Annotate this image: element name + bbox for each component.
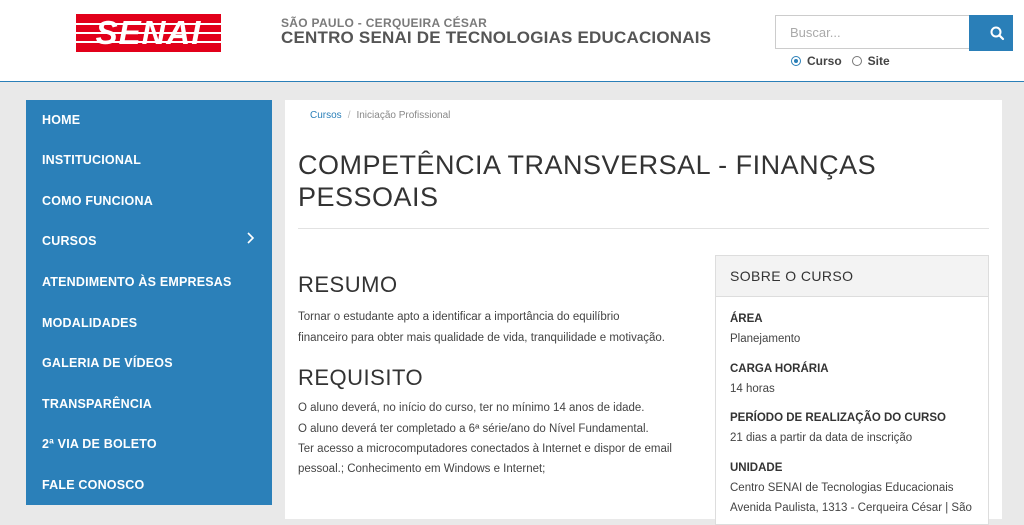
resumo-line: financeiro para obter mais qualidade de vida, tranquilidade e motivação. xyxy=(298,332,665,344)
requisito-line: pessoal.; Conhecimento em Windows e Internet; xyxy=(298,463,546,475)
scope-curso-label: Curso xyxy=(807,54,842,68)
scope-site-radio[interactable] xyxy=(852,56,862,66)
field-label-periodo: PERÍODO DE REALIZAÇÃO DO CURSO xyxy=(730,412,946,424)
field-label-unidade: UNIDADE xyxy=(730,462,783,474)
nav-item-atendimento-empresas[interactable]: ATENDIMENTO ÀS EMPRESAS xyxy=(42,275,232,289)
scope-curso-option[interactable] xyxy=(791,54,842,68)
page-title: COMPETÊNCIA TRANSVERSAL - FINANÇAS PESSOAIS xyxy=(298,150,877,212)
field-value-area: Planejamento xyxy=(730,333,801,345)
field-value-unidade: Centro SENAI de Tecnologias Educacionais xyxy=(730,482,954,494)
nav-item-galeria-videos[interactable]: GALERIA DE VÍDEOS xyxy=(42,356,173,370)
requisito-line: O aluno deverá ter completado a 6ª série/ano do Nível Fundamental. xyxy=(298,423,649,435)
nav-item-cursos[interactable]: CURSOS xyxy=(42,234,97,248)
field-label-carga-horaria: CARGA HORÁRIA xyxy=(730,363,829,375)
search-button[interactable] xyxy=(969,15,1013,51)
search-icon xyxy=(975,16,1019,52)
main-content xyxy=(285,100,1002,519)
resumo-line: Tornar o estudante apto a identificar a importância do equilíbrio xyxy=(298,311,620,323)
unit-title: CENTRO SENAI DE TECNOLOGIAS EDUCACIONAIS xyxy=(281,28,712,47)
nav-item-modalidades[interactable]: MODALIDADES xyxy=(42,316,138,330)
scope-curso-radio[interactable] xyxy=(791,56,801,66)
requisito-line: Ter acesso a microcomputadores conectados à Internet e dispor de email xyxy=(298,443,672,455)
field-value-unidade: Avenida Paulista, 1313 - Cerqueira César | São xyxy=(730,502,972,514)
field-value-carga-horaria: 14 horas xyxy=(730,383,775,395)
scope-site-label: Site xyxy=(867,54,890,68)
unit-subtitle: SÃO PAULO - CERQUEIRA CÉSAR xyxy=(281,16,488,30)
card-title: SOBRE O CURSO xyxy=(730,268,854,284)
title-divider xyxy=(298,228,989,229)
breadcrumb-link-cursos[interactable]: Cursos xyxy=(310,110,342,121)
main-nav xyxy=(26,100,272,505)
course-info-card xyxy=(715,255,989,525)
senai-logo[interactable] xyxy=(76,14,221,52)
search-scope xyxy=(791,54,900,68)
site-header xyxy=(0,0,1024,82)
nav-item-como-funciona[interactable]: COMO FUNCIONA xyxy=(42,194,153,208)
logo-text: SENAI xyxy=(95,14,202,51)
nav-item-segunda-via-boleto[interactable]: 2ª VIA DE BOLETO xyxy=(42,437,157,451)
nav-item-home[interactable]: HOME xyxy=(42,113,81,127)
field-label-area: ÁREA xyxy=(730,313,763,325)
breadcrumb xyxy=(310,110,450,121)
requisito-heading: REQUISITO xyxy=(298,365,424,390)
search-input[interactable] xyxy=(775,15,969,49)
card-header xyxy=(716,256,988,297)
nav-item-institucional[interactable]: INSTITUCIONAL xyxy=(42,153,142,167)
field-value-periodo: 21 dias a partir da data de inscrição xyxy=(730,432,913,444)
nav-item-transparencia[interactable]: TRANSPARÊNCIA xyxy=(42,397,153,411)
scope-site-option[interactable] xyxy=(852,54,890,68)
chevron-right-icon[interactable] xyxy=(245,232,255,244)
breadcrumb-separator: / xyxy=(347,110,351,121)
resumo-heading: RESUMO xyxy=(298,272,398,297)
requisito-line: O aluno deverá, no início do curso, ter no mínimo 14 anos de idade. xyxy=(298,402,645,414)
breadcrumb-current: Iniciação Profissional xyxy=(356,110,451,121)
nav-item-fale-conosco[interactable]: FALE CONOSCO xyxy=(42,478,145,492)
